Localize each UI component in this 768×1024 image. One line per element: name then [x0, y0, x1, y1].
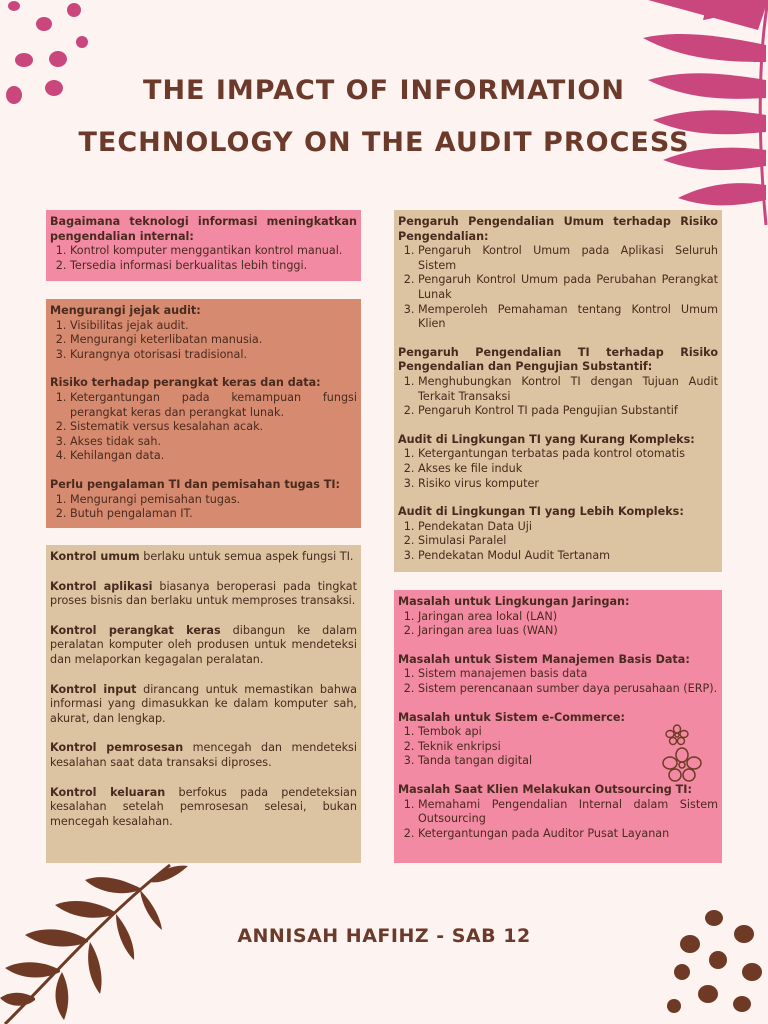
list-item: 1. Kontrol komputer menggantikan kontrol manual. [70, 244, 357, 259]
brown-dots-decoration [660, 900, 768, 1024]
list-item: 3. Pendekatan Modul Audit Tertanam [418, 549, 718, 564]
list-item: 2. Teknik enkripsi [418, 740, 718, 755]
list-item: 3. Kurangnya otorisasi tradisional. [70, 348, 357, 363]
list-item: 1. Menghubungkan Kontrol TI dengan Tujuan Audit Terkait Transaksi [418, 375, 718, 404]
section-heading: Audit di Lingkungan TI yang Lebih Kompleks: [398, 505, 684, 519]
flower-icon [664, 724, 690, 746]
section-heading: Audit di Lingkungan TI yang Kurang Kompleks: [398, 432, 695, 446]
internal-control-list [50, 244, 357, 273]
list-item: 2. Butuh pengalaman IT. [70, 507, 357, 522]
list-item: 2. Jaringan area luas (WAN) [418, 624, 718, 639]
pink-leaf-decoration [608, 0, 768, 225]
list-item: 2. Ketergantungan pada Auditor Pusat Layanan [418, 827, 718, 842]
section-heading: Mengurangi jejak audit: [50, 304, 201, 317]
it-control-influence-section [398, 346, 718, 419]
page-title-line-1: THE IMPACT OF INFORMATION [143, 75, 625, 106]
section-heading: Pengaruh Pengendalian TI terhadap Risiko Pengendalian dan Pengujian Substantif: [398, 345, 718, 374]
network-issues-section [398, 595, 718, 639]
list-item: 2. Pengaruh Kontrol Umum pada Perubahan Perangkat Lunak [418, 273, 718, 302]
list-item: 1. Ketergantungan pada kemampuan fungsi perangkat keras dan perangkat lunak. [70, 391, 357, 420]
hardware-control-paragraph: Kontrol perangkat keras dibangun ke dalam peralatan komputer oleh produsen untuk mendeteksi dan melaporkan kegagalan peralatan. [50, 623, 357, 666]
hardware-data-risk-section [50, 376, 357, 464]
section-heading: Masalah untuk Lingkungan Jaringan: [398, 595, 630, 608]
section-heading: Pengaruh Pengendalian Umum terhadap Risiko Pengendalian: [398, 215, 718, 243]
application-control-paragraph: Kontrol aplikasi biasanya beroperasi pada tingkat proses bisnis dan berlaku untuk memproses transaksi. [50, 579, 357, 608]
list-item: 2. Sistematik versus kesalahan acak. [70, 420, 357, 435]
list-item: 3. Tanda tangan digital [418, 754, 718, 769]
internal-control-box [46, 210, 361, 281]
list-item: 1. Pengaruh Kontrol Umum pada Aplikasi Seluruh Sistem [418, 244, 718, 273]
flower-icon [662, 747, 702, 783]
general-control-influence-section [398, 215, 718, 332]
list-item: 2. Akses ke file induk [418, 462, 718, 477]
control-types-box [46, 545, 361, 863]
list-item: 3. Risiko virus komputer [418, 477, 718, 492]
it-experience-section [50, 478, 357, 522]
less-complex-it-section [398, 433, 718, 491]
section-heading: Risiko terhadap perangkat keras dan data: [50, 376, 321, 390]
page-title-line-2: TECHNOLOGY ON THE AUDIT PROCESS [78, 127, 690, 158]
list-item: 4. Kehilangan data. [70, 449, 357, 464]
list-item: 2. Sistem perencanaan sumber daya perusahaan (ERP). [418, 682, 718, 697]
input-control-paragraph: Kontrol input dirancang untuk memastikan bahwa informasi yang dimasukkan ke dalam komputer sah, akurat, dan lengkap. [50, 682, 357, 725]
list-item: 3. Akses tidak sah. [70, 435, 357, 450]
list-item: 2. Pengaruh Kontrol TI pada Pengujian Substantif [418, 404, 718, 419]
control-risk-box [394, 210, 722, 572]
list-item: 3. Memperoleh Pemahaman tentang Kontrol Umum Klien [418, 303, 718, 332]
list-item: 2. Mengurangi keterlibatan manusia. [70, 333, 357, 348]
section-heading: Masalah untuk Sistem e-Commerce: [398, 710, 625, 724]
list-item: 1. Visibilitas jejak audit. [70, 319, 357, 334]
general-control-paragraph: Kontrol umum berlaku untuk semua aspek fungsi TI. [50, 550, 354, 563]
section-heading: Masalah untuk Sistem Manajemen Basis Data: [398, 652, 690, 666]
it-issues-box [394, 590, 722, 863]
more-complex-it-section [398, 505, 718, 563]
output-control-paragraph: Kontrol keluaran berfokus pada pendeteksian kesalahan setelah pemrosesan selesai, bukan mencegah kesalahan. [50, 785, 357, 828]
author-footer: ANNISAH HAFIHZ - SAB 12 [237, 925, 531, 947]
list-item: 1. Jaringan area lokal (LAN) [418, 610, 718, 625]
database-issues-section [398, 653, 718, 697]
list-item: 1. Pendekatan Data Uji [418, 520, 718, 535]
outsourcing-issues-section [398, 783, 718, 841]
list-item: 2. Simulasi Paralel [418, 534, 718, 549]
list-item: 1. Ketergantungan terbatas pada kontrol otomatis [418, 447, 718, 462]
processing-control-paragraph: Kontrol pemrosesan mencegah dan mendeteksi kesalahan saat data transaksi diproses. [50, 741, 357, 769]
list-item: 1. Memahami Pengendalian Internal dalam Sistem Outsourcing [418, 798, 718, 827]
list-item: 1. Mengurangi pemisahan tugas. [70, 493, 357, 508]
list-item: 1. Sistem manajemen basis data [418, 667, 718, 682]
audit-trail-box [46, 299, 361, 528]
reduced-audit-trail-section [50, 304, 357, 362]
list-item: 1. Tembok api [418, 725, 718, 740]
section-heading: Masalah Saat Klien Melakukan Outsourcing TI: [398, 782, 692, 796]
list-item: 2. Tersedia informasi berkualitas lebih tinggi. [70, 259, 357, 274]
box-heading: Bagaimana teknologi informasi meningkatkan pengendalian internal: [50, 215, 357, 243]
section-heading: Perlu pengalaman TI dan pemisahan tugas TI: [50, 477, 341, 491]
